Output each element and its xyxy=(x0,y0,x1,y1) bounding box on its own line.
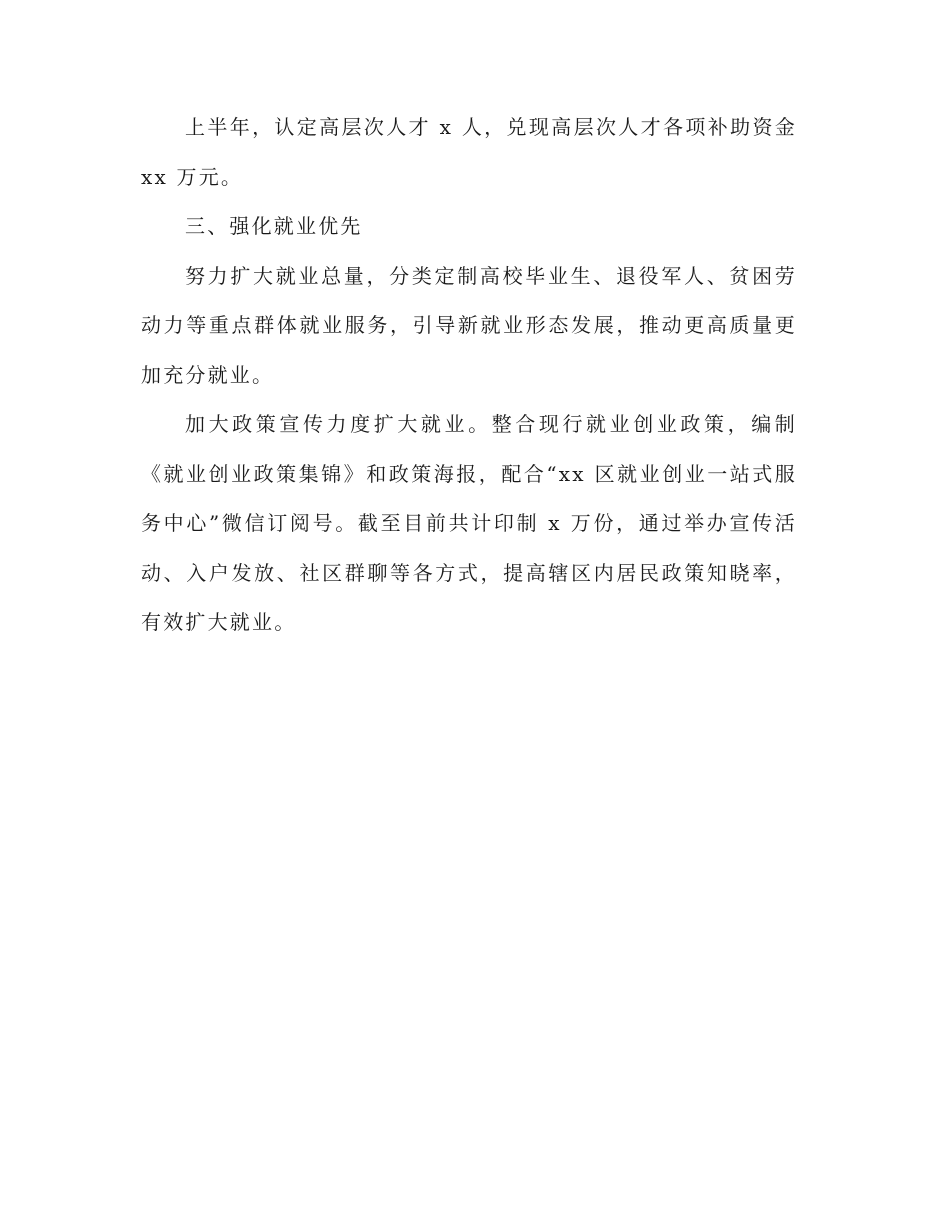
paragraph-talent-funding: 上半年，认定高层次人才 x 人，兑现高层次人才各项补助资金 xx 万元。 xyxy=(141,115,797,189)
document-body xyxy=(141,103,797,648)
paragraph-expand-employment: 努力扩大就业总量，分类定制高校毕业生、退役军人、贫困劳动力等重点群体就业服务，引导新就业形态发展，推动更高质量更加充分就业。 xyxy=(141,263,797,387)
paragraph-policy-publicity: 加大政策宣传力度扩大就业。整合现行就业创业政策，编制《就业创业政策集锦》和政策海报，配合“xx 区就业创业一站式服务中心”微信订阅号。截至目前共计印制 x 万份，通过举办宣传活动、入户发放、社区群聊等各方式，提高辖区内居民政策知晓率，有效扩大就业。 xyxy=(141,412,797,634)
section-heading-employment-priority: 三、强化就业优先 xyxy=(185,214,363,238)
